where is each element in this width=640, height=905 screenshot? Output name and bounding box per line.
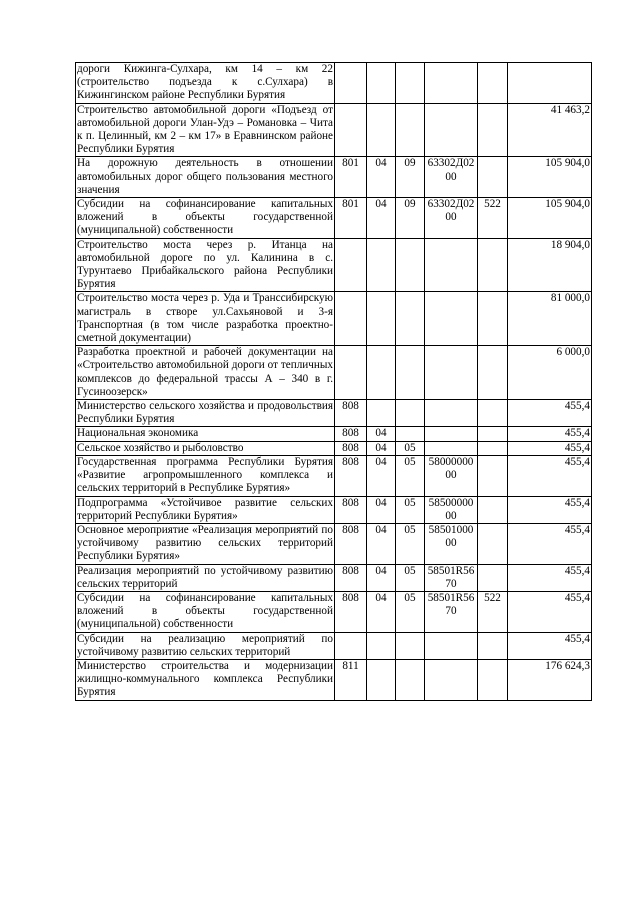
subsection-code-cell: [396, 346, 425, 400]
expense-type-cell: [478, 400, 508, 427]
subsection-code-cell: [396, 400, 425, 427]
ministry-code-cell: [335, 632, 367, 659]
table-row: [76, 198, 592, 239]
section-code-cell: [367, 346, 396, 400]
subsection-code-cell: 05: [396, 523, 425, 564]
ministry-code-cell: 808: [335, 455, 367, 496]
expense-type-cell: [478, 103, 508, 157]
amount-cell: 455,4: [508, 441, 592, 455]
item-name-cell: Субсидии на софинансирование капитальных вложений в объекты государственной (муниципальной) собственности: [77, 198, 333, 237]
subsection-code-cell: 05: [396, 441, 425, 455]
target-article-cell: [425, 103, 478, 157]
table-body: [76, 63, 592, 701]
amount-cell: 455,4: [508, 496, 592, 523]
subsection-code-cell: [396, 632, 425, 659]
target-article-cell: [425, 346, 478, 400]
table-row: [76, 564, 592, 591]
expense-type-cell: 522: [478, 591, 508, 632]
target-article-cell: [425, 400, 478, 427]
amount-cell: 455,4: [508, 591, 592, 632]
amount-cell: 6 000,0: [508, 346, 592, 400]
ministry-code-cell: 808: [335, 564, 367, 591]
ministry-code-cell: [335, 63, 367, 104]
item-name-cell: Разработка проектной и рабочей документации на «Строительство автомобильной дороги от тепличных комплексов до федеральной трассы А – 340 в г. Гусиноозерск»: [77, 346, 333, 398]
expense-type-cell: [478, 292, 508, 346]
item-name-cell: Сельское хозяйство и рыболовство: [76, 441, 335, 455]
expense-type-cell: [478, 427, 508, 441]
subsection-code-cell: 05: [396, 455, 425, 496]
section-code-cell: [367, 103, 396, 157]
section-code-cell: [367, 63, 396, 104]
expense-type-cell: [478, 441, 508, 455]
ministry-code-cell: [335, 346, 367, 400]
target-article-cell: [425, 632, 478, 659]
ministry-code-cell: [335, 103, 367, 157]
subsection-code-cell: [396, 427, 425, 441]
expense-type-cell: [478, 659, 508, 700]
section-code-cell: 04: [367, 523, 396, 564]
item-name-cell: На дорожную деятельность в отношении автомобильных дорог общего пользования местного значения: [77, 157, 333, 196]
item-name-cell: Министерство строительства и модернизации жилищно-коммунального комплекса Республики Бурятия: [77, 659, 333, 699]
table-row: [76, 292, 592, 346]
table-row: [76, 103, 592, 157]
item-name-cell: Министерство сельского хозяйства и продовольствия Республики Бурятия: [77, 400, 333, 426]
expense-type-cell: [478, 523, 508, 564]
item-name-cell: Строительство моста через р. Уда и Транссибирскую магистраль в створе ул.Сахьяновой и 3-я Транспортная (в том числе разработка проектно-сметной документации): [77, 292, 333, 345]
item-name-cell: Основное мероприятие «Реализация мероприятий по устойчивому развитию сельских территорий Республики Бурятия»: [77, 523, 333, 563]
item-name-cell: Подпрограмма «Устойчивое развитие сельских территорий Республики Бурятия»: [77, 496, 333, 522]
table-row: [76, 157, 592, 198]
amount-cell: 81 000,0: [508, 292, 592, 346]
expense-type-cell: [478, 346, 508, 400]
section-code-cell: 04: [367, 455, 396, 496]
item-name-cell: Реализация мероприятий по устойчивому развитию сельских территорий: [77, 564, 333, 590]
ministry-code-cell: 801: [335, 198, 367, 239]
section-code-cell: [367, 238, 396, 292]
section-code-cell: 04: [367, 496, 396, 523]
target-article-cell: [425, 427, 478, 441]
ministry-code-cell: 808: [335, 441, 367, 455]
item-name-cell: Национальная экономика: [76, 427, 335, 441]
amount-cell: 41 463,2: [508, 103, 592, 157]
target-article-cell: [425, 292, 478, 346]
target-article-cell: [425, 63, 478, 104]
table-row: [76, 496, 592, 523]
amount-cell: [508, 63, 592, 104]
target-article-cell: 63302Д0200: [425, 157, 478, 198]
target-article-cell: 5850000000: [425, 496, 478, 523]
table-row: [76, 441, 592, 455]
item-name-cell: Строительство моста через р. Итанца на автомобильной дороге по ул. Калинина в с. Турунтаево Прибайкальского района Республики Бурятия: [77, 238, 333, 291]
target-article-cell: [425, 441, 478, 455]
amount-cell: 105 904,0: [508, 157, 592, 198]
ministry-code-cell: [335, 238, 367, 292]
section-code-cell: 04: [367, 591, 396, 632]
subsection-code-cell: [396, 292, 425, 346]
section-code-cell: 04: [367, 427, 396, 441]
ministry-code-cell: 808: [335, 523, 367, 564]
item-name-cell: Государственная программа Республики Бурятия «Развитие агропромышленного комплекса и сельских территорий в Республике Бурятия»: [77, 455, 333, 495]
table-row: [76, 591, 592, 632]
section-code-cell: 04: [367, 198, 396, 239]
target-article-cell: 5850100000: [425, 523, 478, 564]
subsection-code-cell: 09: [396, 157, 425, 198]
amount-cell: 105 904,0: [508, 198, 592, 239]
ministry-code-cell: 808: [335, 591, 367, 632]
subsection-code-cell: 05: [396, 564, 425, 591]
ministry-code-cell: 808: [335, 427, 367, 441]
subsection-code-cell: 05: [396, 496, 425, 523]
section-code-cell: [367, 659, 396, 700]
expense-type-cell: 522: [478, 198, 508, 239]
section-code-cell: 04: [367, 564, 396, 591]
table-row: [76, 400, 592, 427]
expense-type-cell: [478, 564, 508, 591]
section-code-cell: [367, 400, 396, 427]
amount-cell: 455,4: [508, 632, 592, 659]
target-article-cell: 5800000000: [425, 455, 478, 496]
table-row: [76, 523, 592, 564]
ministry-code-cell: 811: [335, 659, 367, 700]
amount-cell: 176 624,3: [508, 659, 592, 700]
subsection-code-cell: [396, 238, 425, 292]
ministry-code-cell: 808: [335, 496, 367, 523]
subsection-code-cell: 09: [396, 198, 425, 239]
table-row: [76, 455, 592, 496]
expense-type-cell: [478, 238, 508, 292]
ministry-code-cell: [335, 292, 367, 346]
expense-type-cell: [478, 496, 508, 523]
ministry-code-cell: 801: [335, 157, 367, 198]
amount-cell: 455,4: [508, 455, 592, 496]
target-article-cell: 58501R5670: [425, 564, 478, 591]
item-name-cell: Субсидии на реализацию мероприятий по устойчивому развитию сельских территорий: [77, 632, 333, 658]
target-article-cell: [425, 238, 478, 292]
table-row: [76, 238, 592, 292]
subsection-code-cell: 05: [396, 591, 425, 632]
amount-cell: 455,4: [508, 564, 592, 591]
subsection-code-cell: [396, 103, 425, 157]
expense-type-cell: [478, 455, 508, 496]
amount-cell: 455,4: [508, 523, 592, 564]
table-row: [76, 427, 592, 441]
item-name-cell: дороги Кижинга-Сулхара, км 14 – км 22 (строительство подъезда к с.Сулхара) в Кижингинском районе Республики Бурятия: [77, 63, 333, 102]
item-name-cell: Субсидии на софинансирование капитальных вложений в объекты государственной (муниципальной) собственности: [77, 591, 333, 631]
expense-type-cell: [478, 157, 508, 198]
target-article-cell: 58501R5670: [425, 591, 478, 632]
ministry-code-cell: 808: [335, 400, 367, 427]
subsection-code-cell: [396, 659, 425, 700]
amount-cell: 18 904,0: [508, 238, 592, 292]
section-code-cell: 04: [367, 441, 396, 455]
budget-table: [75, 62, 592, 701]
item-name-cell: Строительство автомобильной дороги «Подъезд от автомобильной дороги Улан-Удэ – Романовка – Чита к п. Целинный, км 2 – км 17» в Еравнинском районе Республики Бурятия: [77, 103, 333, 156]
table-row: [76, 632, 592, 659]
section-code-cell: 04: [367, 157, 396, 198]
expense-type-cell: [478, 63, 508, 104]
target-article-cell: 63302Д0200: [425, 198, 478, 239]
amount-cell: 455,4: [508, 400, 592, 427]
table-row: [76, 346, 592, 400]
amount-cell: 455,4: [508, 427, 592, 441]
section-code-cell: [367, 632, 396, 659]
subsection-code-cell: [396, 63, 425, 104]
expense-type-cell: [478, 632, 508, 659]
table-row: [76, 659, 592, 700]
section-code-cell: [367, 292, 396, 346]
target-article-cell: [425, 659, 478, 700]
table-row: [76, 63, 592, 104]
